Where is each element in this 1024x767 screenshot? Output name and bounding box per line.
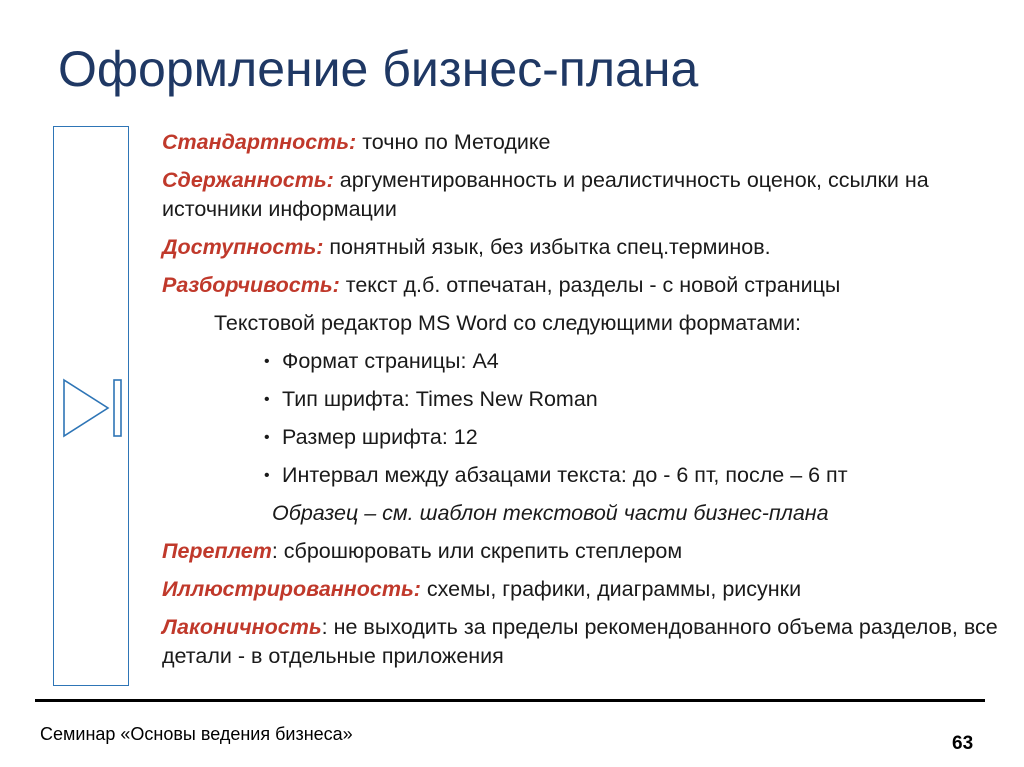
item-legibility: [162, 271, 1002, 300]
item-text: точно по Методике: [356, 130, 551, 154]
item-text: : не выходить за пределы рекомендованного объема разделов, все детали - в отдельные приложения: [162, 615, 998, 668]
item-text: схемы, графики, диаграммы, рисунки: [420, 577, 802, 601]
item-key: Доступность:: [162, 235, 324, 259]
footer-divider: [35, 699, 985, 702]
item-key: Переплет: [162, 539, 272, 563]
item-key: Сдержанность:: [162, 168, 334, 192]
format-text: Тип шрифта: Times New Roman: [282, 387, 598, 411]
format-list-item: [162, 423, 1002, 452]
item-conciseness: [162, 613, 1002, 671]
item-text: понятный язык, без избытка спец.терминов.: [323, 235, 771, 259]
bullet-icon: •: [264, 353, 270, 370]
item-illustration: [162, 575, 1002, 604]
play-next-icon[interactable]: [62, 376, 126, 440]
slide-title: Оформление бизнес-плана: [58, 41, 699, 97]
item-key: Иллюстрированность:: [162, 577, 421, 601]
format-text: Размер шрифта: 12: [282, 425, 478, 449]
item-text: аргументированность и реалистичность оценок, ссылки на источники информации: [162, 168, 929, 221]
item-standard: [162, 128, 1002, 157]
bullet-icon: •: [264, 429, 270, 446]
format-text: Формат страницы: А4: [282, 349, 499, 373]
slide-content: [162, 128, 1002, 680]
item-key: Разборчивость:: [162, 273, 340, 297]
item-key: Стандартность:: [162, 130, 357, 154]
bullet-icon: •: [264, 467, 270, 484]
item-restraint: [162, 166, 1002, 224]
bullet-icon: •: [264, 391, 270, 408]
format-text: Интервал между абзацами текста: до - 6 пт, после – 6 пт: [282, 463, 848, 487]
format-list-item: [162, 347, 1002, 376]
item-accessibility: [162, 233, 1002, 262]
item-text: : сброшюровать или скрепить степлером: [271, 539, 683, 563]
format-list-item: [162, 385, 1002, 414]
editor-line: Текстовой редактор MS Word со следующими форматами:: [214, 311, 802, 335]
page-number: 63: [952, 733, 974, 754]
format-list-item: [162, 461, 1002, 490]
item-key: Лаконичность: [162, 615, 322, 639]
item-binding: [162, 537, 1002, 566]
item-text: текст д.б. отпечатан, разделы - с новой страницы: [339, 273, 841, 297]
footer-seminar-title: Семинар «Основы ведения бизнеса»: [40, 724, 353, 744]
sample-note: Образец – см. шаблон текстовой части бизнес-плана: [272, 501, 829, 525]
